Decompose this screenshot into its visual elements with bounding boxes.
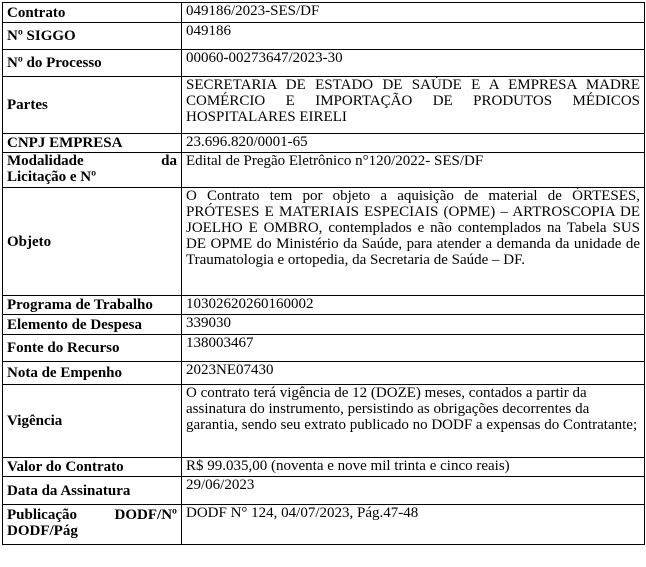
label-valor: Valor do Contrato	[3, 458, 182, 477]
label-processo: Nº do Processo	[3, 50, 182, 77]
publicacao-label-line1	[7, 507, 177, 523]
label-contrato: Contrato	[3, 3, 182, 23]
value-processo: 00060-00273647/2023-30	[182, 50, 645, 77]
row-processo	[3, 50, 645, 77]
value-siggo: 049186	[182, 23, 645, 50]
value-modalidade: Edital de Pregão Eletrônico n°120/2022- SES/DF	[182, 153, 645, 188]
modalidade-label-b: da	[161, 153, 177, 169]
label-fonte: Fonte do Recurso	[3, 335, 182, 362]
value-assinatura: 29/06/2023	[182, 477, 645, 505]
contract-summary-table	[2, 2, 645, 545]
value-publicacao: DODF N° 124, 04/07/2023, Pág.47-48	[182, 505, 645, 545]
value-programa: 10302620260160002	[182, 296, 645, 315]
label-modalidade	[3, 153, 182, 188]
row-cnpj	[3, 134, 645, 153]
label-partes: Partes	[3, 77, 182, 134]
value-empenho: 2023NE07430	[182, 362, 645, 385]
label-vigencia: Vigência	[3, 385, 182, 458]
row-empenho	[3, 362, 645, 385]
row-contrato	[3, 3, 645, 23]
label-elemento: Elemento de Despesa	[3, 315, 182, 335]
row-elemento	[3, 315, 645, 335]
value-partes: SECRETARIA DE ESTADO DE SAÚDE E A EMPRESA MADRE COMÉRCIO E IMPORTAÇÃO DE PRODUTOS MÉDICOS HOSPITALARES EIRELI	[182, 77, 645, 134]
publicacao-label-a: Publicação	[7, 507, 77, 523]
label-assinatura: Data da Assinatura	[3, 477, 182, 505]
label-programa: Programa de Trabalho	[3, 296, 182, 315]
value-valor: R$ 99.035,00 (noventa e nove mil trinta e cinco reais)	[182, 458, 645, 477]
row-publicacao	[3, 505, 645, 545]
row-partes	[3, 77, 645, 134]
value-vigencia: O contrato terá vigência de 12 (DOZE) meses, contados a partir da assinatura do instrumento, persistindo as obrigações decorrentes da garantia, sendo seu extrato publicado no DODF a expensas do Contratante;	[182, 385, 645, 458]
value-objeto: O Contrato tem por objeto a aquisição de material de ÓRTESES, PRÓTESES E MATERIAIS ESPECIAIS (OPME) – ARTROSCOPIA DE JOELHO E OMBRO, contemplados e não contemplados na Tabela SUS DE OPME do Ministério da Saúde, para atender a demanda da unidade de Traumatologia e ortopedia, da Secretaria de Saúde – DF.	[182, 188, 645, 296]
row-vigencia	[3, 385, 645, 458]
modalidade-label-c: Licitação e Nº	[7, 169, 97, 185]
label-objeto: Objeto	[3, 188, 182, 296]
row-fonte	[3, 335, 645, 362]
label-publicacao	[3, 505, 182, 545]
label-empenho: Nota de Empenho	[3, 362, 182, 385]
publicacao-label-c: DODF/Pág	[7, 523, 78, 539]
value-cnpj: 23.696.820/0001-65	[182, 134, 645, 153]
row-modalidade	[3, 153, 645, 188]
modalidade-label-a: Modalidade	[7, 153, 84, 169]
label-siggo: Nº SIGGO	[3, 23, 182, 50]
row-programa	[3, 296, 645, 315]
publicacao-label-b: DODF/Nº	[114, 507, 177, 523]
modalidade-label-line1	[7, 153, 177, 169]
row-assinatura	[3, 477, 645, 505]
value-fonte: 138003467	[182, 335, 645, 362]
value-elemento: 339030	[182, 315, 645, 335]
row-objeto	[3, 188, 645, 296]
value-contrato: 049186/2023-SES/DF	[182, 3, 645, 23]
row-valor	[3, 458, 645, 477]
label-cnpj: CNPJ EMPRESA	[3, 134, 182, 153]
row-siggo	[3, 23, 645, 50]
